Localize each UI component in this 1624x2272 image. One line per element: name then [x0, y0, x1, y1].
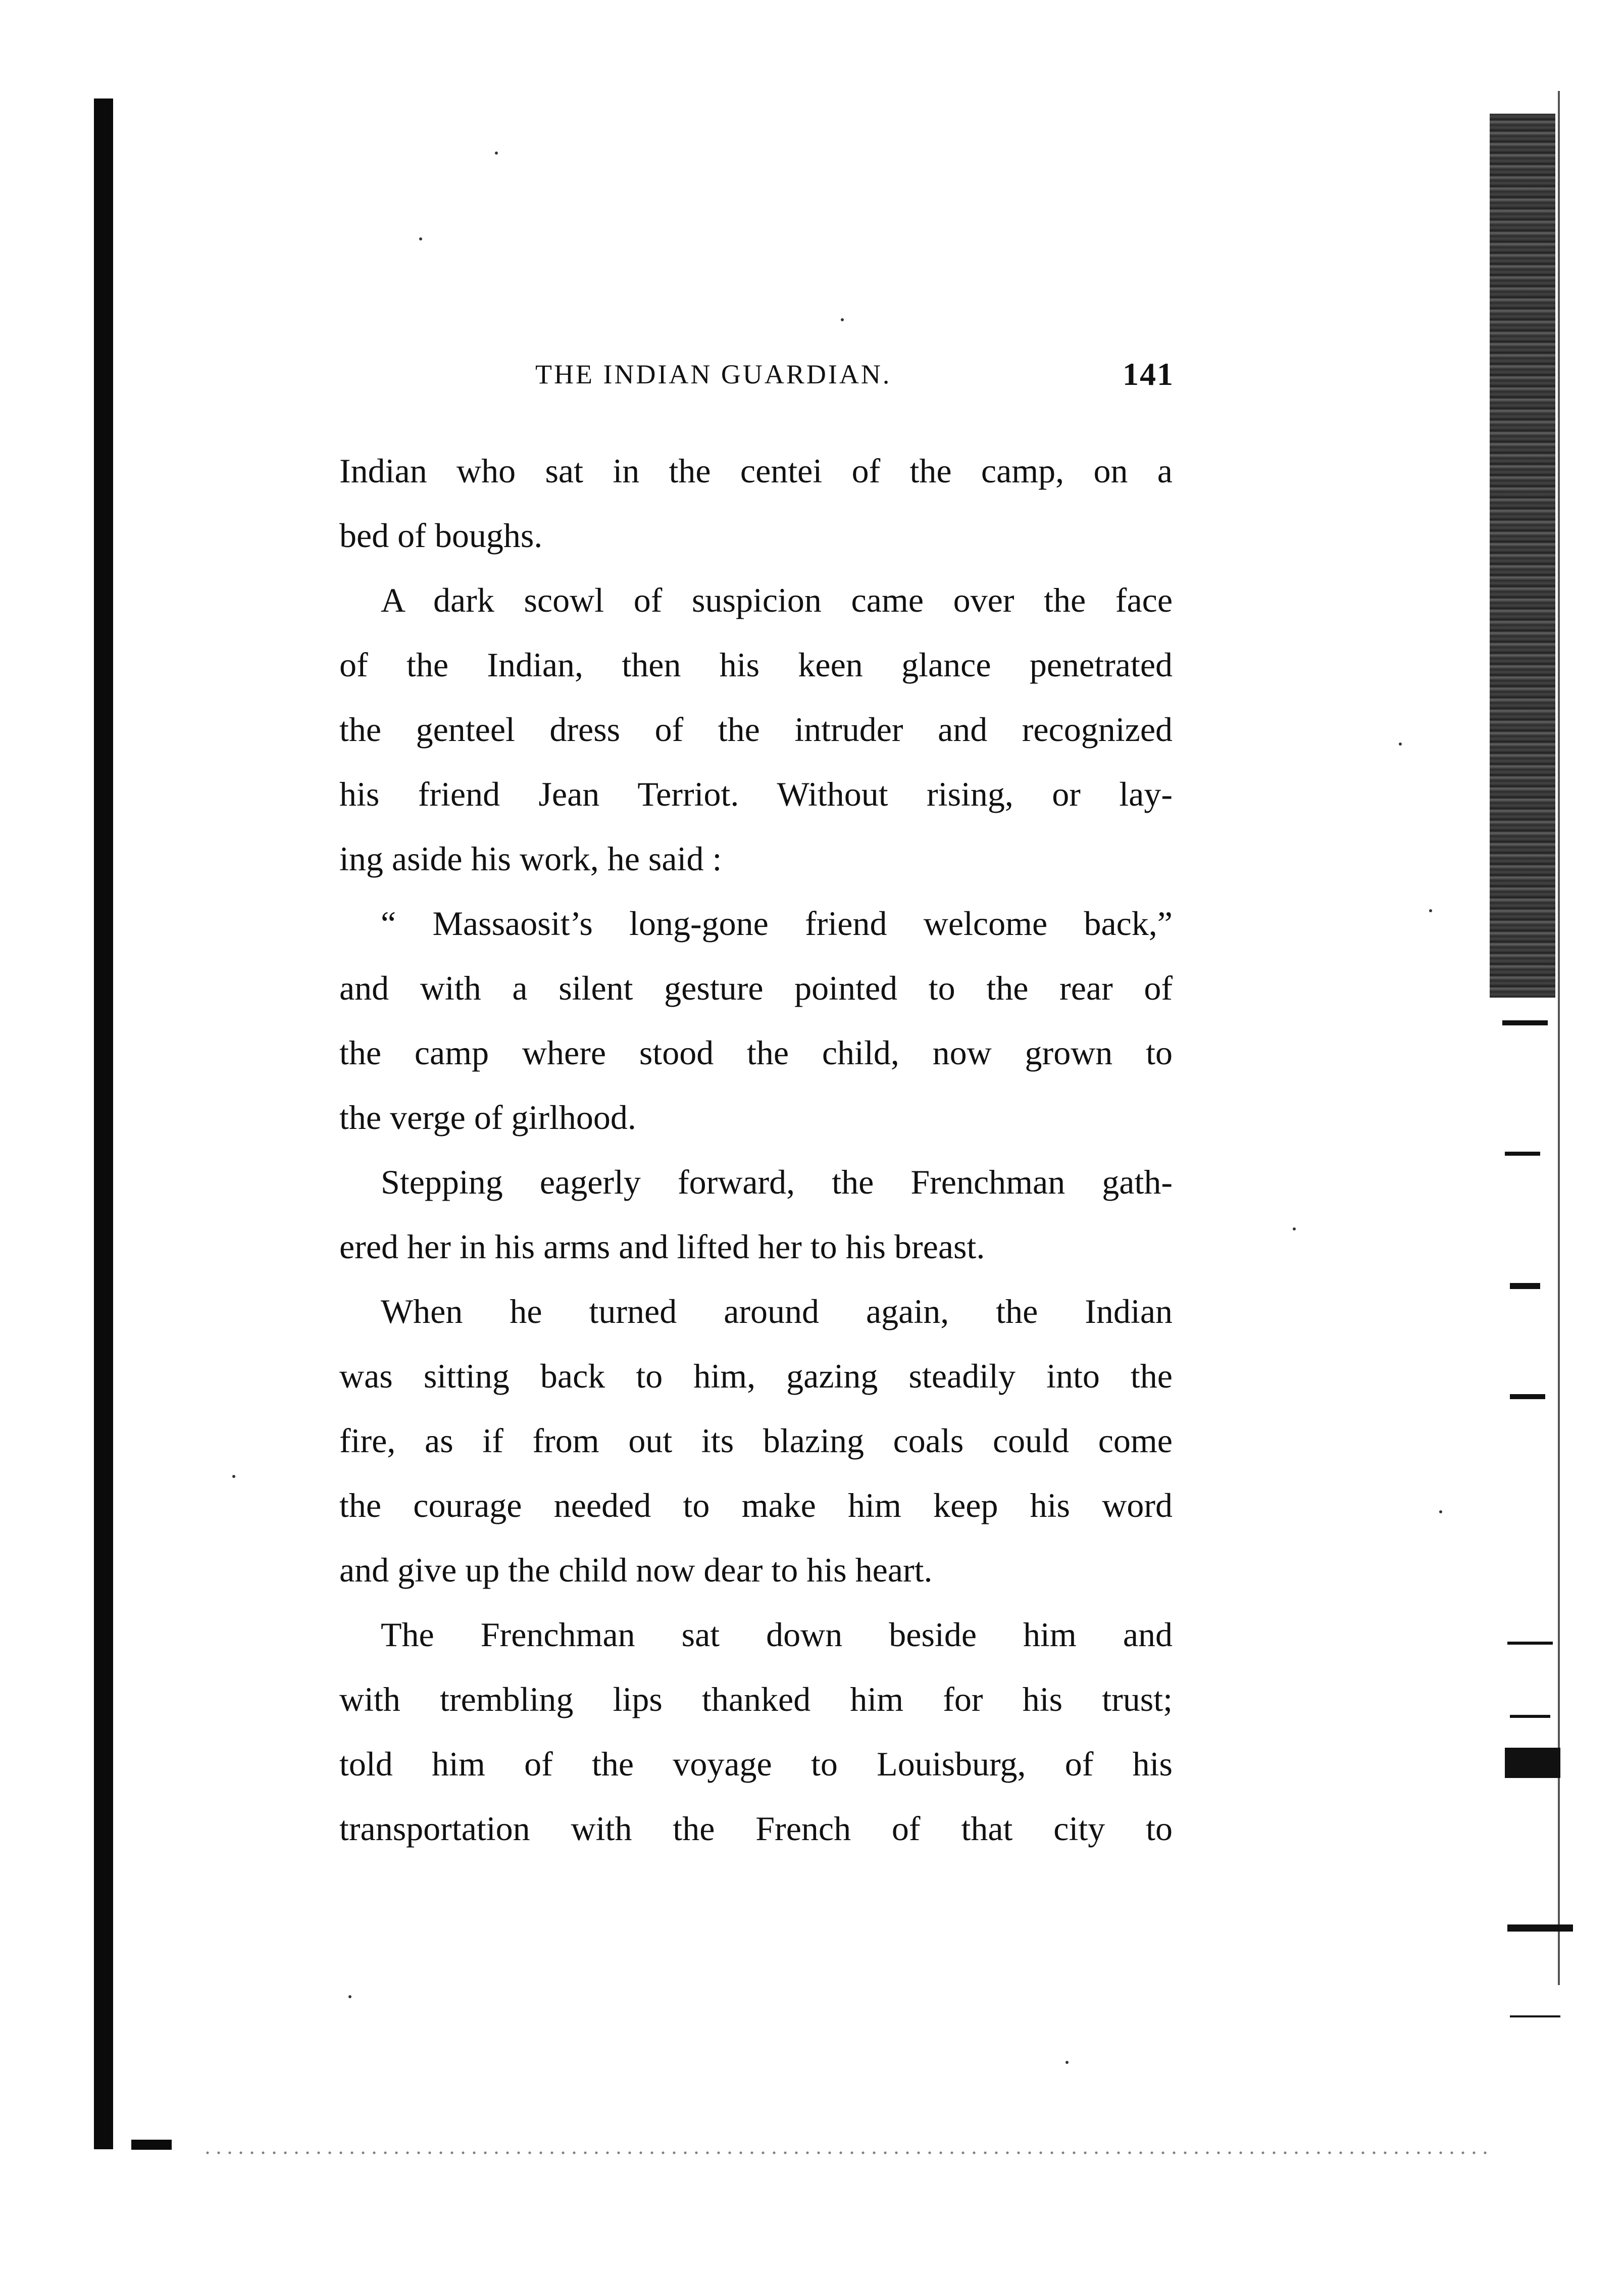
- left-binding-foot-shadow: [131, 2140, 172, 2150]
- text-line: When he turned around again, the Indian: [381, 1292, 1173, 1330]
- text-line: A dark scowl of suspicion came over the face: [381, 581, 1173, 619]
- bleed-mark: [1510, 1394, 1545, 1399]
- text-line: bed of boughs.: [339, 516, 543, 555]
- text-line: transportation with the French of that city to: [339, 1809, 1173, 1848]
- text-line: and with a silent gesture pointed to the rear of: [339, 969, 1173, 1007]
- bleed-mark: [1510, 1283, 1540, 1289]
- speck: [1429, 909, 1432, 912]
- bleed-mark: [1510, 2015, 1560, 2017]
- right-bleed-through-strip: [1490, 114, 1555, 998]
- bleed-mark: [1502, 1020, 1548, 1025]
- speck: [1065, 2061, 1069, 2064]
- left-binding-shadow: [94, 98, 113, 2149]
- text-line: Stepping eagerly forward, the Frenchman gath-: [381, 1163, 1173, 1201]
- text-line: Indian who sat in the centei of the camp, on a: [339, 452, 1173, 490]
- text-line: the verge of girlhood.: [339, 1098, 636, 1137]
- text-line: the camp where stood the child, now grown to: [339, 1033, 1173, 1072]
- text-line: the genteel dress of the intruder and recognized: [339, 710, 1173, 749]
- text-line: of the Indian, then his keen glance penetrated: [339, 646, 1173, 684]
- speck: [841, 318, 844, 321]
- speck: [232, 1475, 235, 1478]
- page-number: 141: [1123, 356, 1174, 392]
- speck: [1293, 1227, 1296, 1230]
- body-text: [339, 438, 1173, 1861]
- text-line: ing aside his work, he said :: [339, 839, 722, 878]
- foot-dust-line: [202, 2151, 1495, 2155]
- speck: [419, 237, 422, 240]
- bleed-mark: [1505, 1748, 1560, 1778]
- speck: [495, 152, 498, 155]
- speck: [1399, 743, 1402, 746]
- right-page-edge-line: [1558, 91, 1560, 1985]
- text-line: and give up the child now dear to his heart.: [339, 1551, 933, 1589]
- bleed-mark: [1505, 1152, 1540, 1156]
- text-line: the courage needed to make him keep his word: [339, 1486, 1173, 1524]
- text-line: his friend Jean Terriot. Without rising, or lay-: [339, 775, 1173, 813]
- text-line: with trembling lips thanked him for his trust;: [339, 1680, 1173, 1718]
- text-line: ered her in his arms and lifted her to his breast.: [339, 1227, 985, 1266]
- speck: [348, 1995, 351, 1998]
- text-line: fire, as if from out its blazing coals could come: [339, 1421, 1173, 1460]
- bleed-mark: [1507, 1924, 1573, 1932]
- running-title: THE INDIAN GUARDIAN.: [535, 359, 892, 389]
- bleed-mark: [1507, 1642, 1553, 1645]
- bleed-mark: [1510, 1715, 1550, 1718]
- text-line: “ Massaosit’s long-gone friend welcome back,”: [381, 904, 1173, 943]
- text-line: was sitting back to him, gazing steadily into the: [339, 1357, 1173, 1395]
- speck: [1439, 1510, 1442, 1513]
- running-head: [343, 354, 1174, 399]
- text-line: The Frenchman sat down beside him and: [381, 1615, 1173, 1654]
- text-line: told him of the voyage to Louisburg, of his: [339, 1745, 1173, 1783]
